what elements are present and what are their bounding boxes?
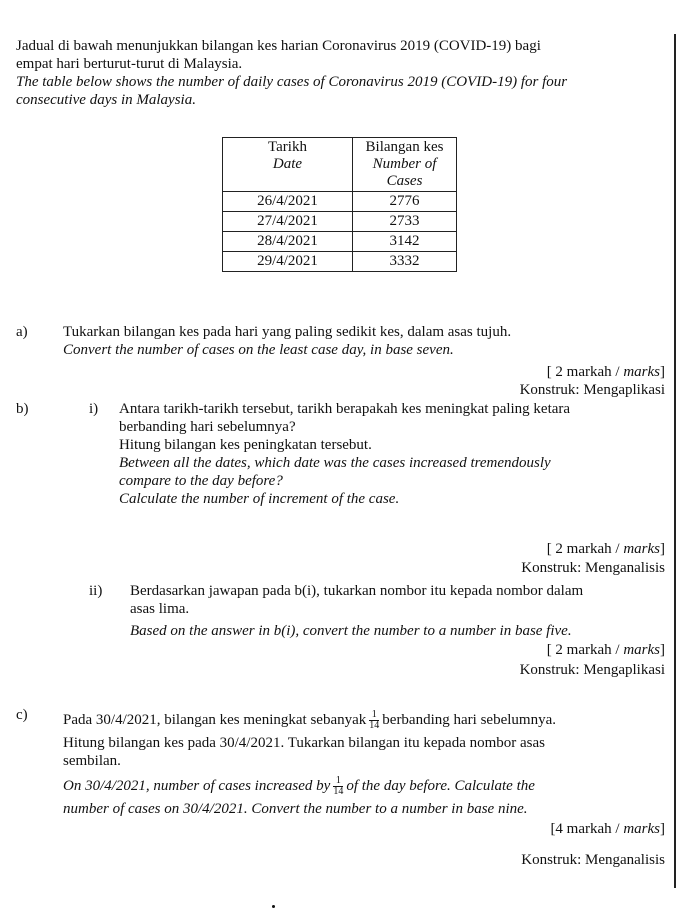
row-cases: 2733 bbox=[353, 212, 457, 232]
question-c-construct: Konstruk: Menganalisis bbox=[521, 852, 665, 868]
question-b-ii-ms1: Berdasarkan jawapan pada b(i), tukarkan nombor itu kepada nombor dalam bbox=[130, 583, 584, 599]
question-b-i-en1: Between all the dates, which date was the cases increased tremendously bbox=[119, 455, 551, 471]
question-b-i-en2: compare to the day before? bbox=[119, 473, 283, 489]
table-row bbox=[223, 252, 457, 272]
row-cases: 2776 bbox=[353, 192, 457, 212]
header-date: Tarikh Date bbox=[223, 138, 353, 192]
row-date: 29/4/2021 bbox=[223, 252, 353, 272]
question-b-i-marks: [ 2 markah / marks] bbox=[546, 541, 665, 557]
question-a-marks: [ 2 markah / marks] bbox=[546, 364, 665, 380]
fraction-one-fourteenth-en: $\frac{1}{14}$ bbox=[333, 775, 344, 797]
question-b-i-label: i) bbox=[89, 401, 99, 417]
fraction-one-fourteenth: $\frac{1}{14}$ bbox=[369, 709, 380, 731]
question-c-ms3: sembilan. bbox=[63, 753, 121, 769]
question-a-en: Convert the number of cases on the least case day, in base seven. bbox=[63, 342, 454, 358]
question-b-ii-construct: Konstruk: Mengaplikasi bbox=[519, 662, 665, 678]
question-b-ii-en: Based on the answer in b(i), convert the number to a number in base five. bbox=[130, 623, 572, 639]
question-a-ms: Tukarkan bilangan kes pada hari yang paling sedikit kes, dalam asas tujuh. bbox=[63, 324, 512, 340]
cases-table bbox=[222, 137, 457, 272]
question-b-i-construct: Konstruk: Menganalisis bbox=[521, 560, 665, 576]
question-b-i-ms2: berbanding hari sebelumnya? bbox=[119, 419, 296, 435]
intro-en-line1: The table below shows the number of daily cases of Coronavirus 2019 (COVID-19) for four bbox=[16, 74, 568, 90]
row-cases: 3142 bbox=[353, 232, 457, 252]
intro-ms-line2: empat hari berturut-turut di Malaysia. bbox=[16, 56, 243, 72]
question-b-i-ms1: Antara tarikh-tarikh tersebut, tarikh berapakah kes meningkat paling ketara bbox=[119, 401, 571, 417]
question-c-en2: number of cases on 30/4/2021. Convert the number to a number in base nine. bbox=[63, 801, 528, 817]
table-row bbox=[223, 232, 457, 252]
question-b-ii-marks: [ 2 markah / marks] bbox=[546, 642, 665, 658]
table-row bbox=[223, 212, 457, 232]
question-c-en1: On 30/4/2021, number of cases increased by $\frac{1}{14}$ of the day before. Calculate the bbox=[63, 775, 535, 797]
right-margin-line bbox=[674, 34, 676, 888]
intro-en-line2: consecutive days in Malaysia. bbox=[16, 92, 196, 108]
question-c-marks: [4 markah / marks] bbox=[550, 821, 665, 837]
question-b-i-en3: Calculate the number of increment of the case. bbox=[119, 491, 400, 507]
question-b-ii-ms2: asas lima. bbox=[130, 601, 190, 617]
row-date: 27/4/2021 bbox=[223, 212, 353, 232]
intro-ms-line1: Jadual di bawah menunjukkan bilangan kes harian Coronavirus 2019 (COVID-19) bagi bbox=[16, 38, 541, 54]
question-c-ms1: Pada 30/4/2021, bilangan kes meningkat sebanyak $\frac{1}{14}$ berbanding hari sebelumnya. bbox=[63, 709, 556, 731]
question-b-i-ms3: Hitung bilangan kes peningkatan tersebut. bbox=[119, 437, 372, 453]
row-date: 26/4/2021 bbox=[223, 192, 353, 212]
stray-dot bbox=[272, 905, 275, 908]
row-cases: 3332 bbox=[353, 252, 457, 272]
question-b-ii-label: ii) bbox=[89, 583, 103, 599]
question-a-label: a) bbox=[16, 324, 28, 340]
question-c-ms2: Hitung bilangan kes pada 30/4/2021. Tukarkan bilangan itu kepada nombor asas bbox=[63, 735, 545, 751]
table-header-row bbox=[223, 138, 457, 192]
question-c-label: c) bbox=[16, 707, 28, 723]
question-b-label: b) bbox=[16, 401, 29, 417]
header-cases: Bilangan kes Number of Cases bbox=[353, 138, 457, 192]
row-date: 28/4/2021 bbox=[223, 232, 353, 252]
table-row bbox=[223, 192, 457, 212]
question-a-construct: Konstruk: Mengaplikasi bbox=[519, 382, 665, 398]
